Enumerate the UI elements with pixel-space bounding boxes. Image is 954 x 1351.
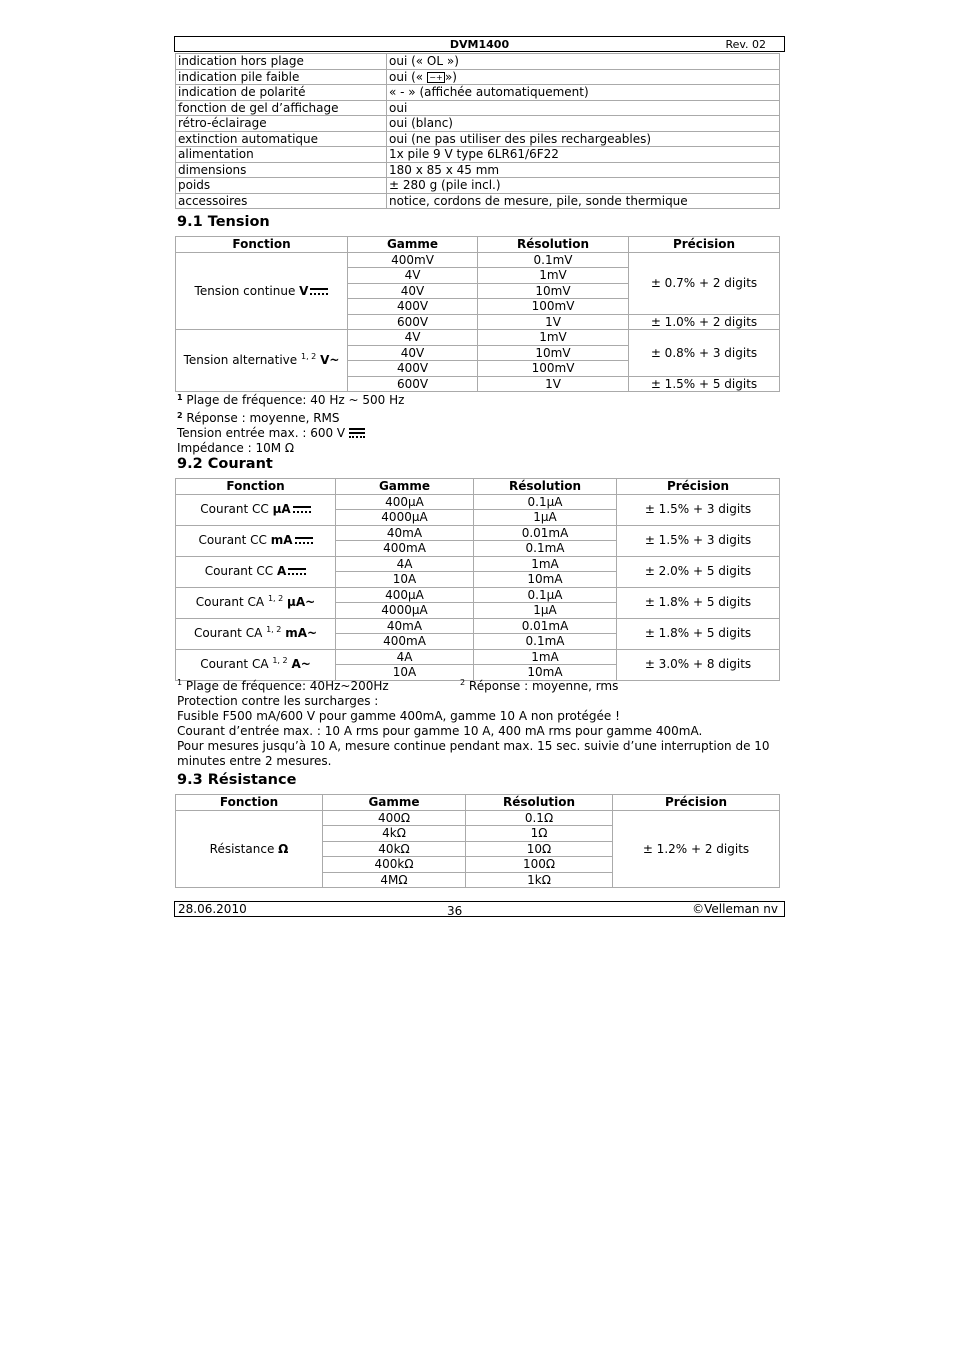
col-header: Résolution: [474, 479, 617, 495]
resolution-cell: 0.1mA: [474, 634, 617, 650]
section-title-resistance: 9.3 Résistance: [177, 772, 297, 788]
spec-row: [176, 162, 780, 178]
spec-label: accessoires: [176, 193, 387, 209]
tension-table: [175, 236, 780, 392]
note-response: Réponse : moyenne, RMS: [186, 411, 340, 425]
spec-value: oui (« OL »): [387, 54, 780, 70]
resolution-cell: 100Ω: [466, 857, 613, 873]
function-cell: Tension continue V: [176, 252, 348, 330]
range-cell: 40kΩ: [323, 841, 466, 857]
note-frequency: Plage de fréquence: 40 Hz ~ 500 Hz: [186, 393, 405, 407]
range-cell: 4MΩ: [323, 872, 466, 888]
precision-cell: ± 1.5% + 3 digits: [617, 525, 780, 556]
range-cell: 600V: [348, 314, 478, 330]
resolution-cell: 1mV: [478, 330, 629, 346]
courant-table: [175, 478, 780, 681]
tension-notes: $^1$ Plage de fréquence: 40 Hz ~ 500 Hz $^2$ Réponse : moyenne, RMS Tension entrée max. : 600 V Impédance : 10M Ω: [177, 393, 405, 455]
spec-label: rétro-éclairage: [176, 116, 387, 132]
spec-value: oui (blanc): [387, 116, 780, 132]
precision-cell: ± 3.0% + 8 digits: [617, 649, 780, 680]
range-cell: 40V: [348, 345, 478, 361]
resolution-cell: 1µA: [474, 603, 617, 619]
function-cell: Résistance Ω: [176, 810, 323, 888]
resolution-cell: 1µA: [474, 510, 617, 526]
col-header: Précision: [629, 237, 780, 253]
function-cell: Courant CC A: [176, 556, 336, 587]
range-cell: 400V: [348, 361, 478, 377]
note-max-current: Courant d’entrée max. : 10 A rms pour gamme 10 A, 400 mA rms pour gamme 400mA.: [177, 724, 703, 738]
resolution-cell: 0.01mA: [474, 525, 617, 541]
range-cell: 4V: [348, 330, 478, 346]
range-cell: 4A: [336, 649, 474, 665]
spec-row: [176, 54, 780, 70]
range-cell: 400mA: [336, 541, 474, 557]
note-fuse: Fusible F500 mA/600 V pour gamme 400mA, gamme 10 A non protégée !: [177, 709, 620, 723]
resolution-cell: 10mA: [474, 572, 617, 588]
range-cell: 400µA: [336, 494, 474, 510]
range-cell: 10A: [336, 665, 474, 681]
col-header: Fonction: [176, 237, 348, 253]
note-measure-time: Pour mesures jusqu’à 10 A, mesure continue pendant max. 15 sec. suivie d’une interruption de 10: [177, 739, 770, 753]
courant-notes: $^1$ Plage de fréquence: 40Hz~200Hz $^2$ Réponse : moyenne, rms Protection contre les surcharges : Fusible F500 mA/600 V pour gamme 400mA, gamme 10 A non protégée ! Courant d’entrée max. : 10 A rms pour gamme 10 A, 400 mA rms pour gamme 400mA. Pour mesures jusqu’à 10 A, mesure continue pendant max. 15 sec. suivie d’une interruption de 10 minutes entre 2 mesures.: [177, 679, 787, 769]
resolution-cell: 100mV: [478, 299, 629, 315]
resolution-cell: 1mA: [474, 649, 617, 665]
resolution-cell: 1mV: [478, 268, 629, 284]
resolution-cell: 10mV: [478, 283, 629, 299]
table-row: [176, 556, 780, 572]
range-cell: 400kΩ: [323, 857, 466, 873]
spec-row: [176, 147, 780, 163]
doc-title: DVM1400: [449, 38, 510, 51]
dc-symbol-icon: [310, 287, 328, 296]
range-cell: 400mV: [348, 252, 478, 268]
spec-label: extinction automatique: [176, 131, 387, 147]
precision-cell: ± 0.7% + 2 digits: [629, 252, 780, 314]
precision-cell: ± 1.8% + 5 digits: [617, 618, 780, 649]
range-cell: 4V: [348, 268, 478, 284]
function-cell: Courant CC µA: [176, 494, 336, 525]
spec-value: « - » (affichée automatiquement): [387, 85, 780, 101]
range-cell: 4A: [336, 556, 474, 572]
note-impedance: Impédance : 10M Ω: [177, 441, 295, 455]
note-max-voltage: Tension entrée max. : 600 V: [177, 426, 349, 440]
dc-symbol-icon: [293, 505, 311, 514]
resolution-cell: 10Ω: [466, 841, 613, 857]
resolution-cell: 100mV: [478, 361, 629, 377]
function-cell: Courant CA $^{1, 2}$ µA~: [176, 587, 336, 618]
spec-label: indication pile faible: [176, 69, 387, 85]
battery-icon: −+: [427, 72, 445, 83]
page-number: 36: [447, 904, 463, 918]
spec-value: oui (ne pas utiliser des piles rechargeables): [387, 131, 780, 147]
table-row: [176, 649, 780, 665]
range-cell: 4000µA: [336, 603, 474, 619]
range-cell: 4000µA: [336, 510, 474, 526]
resistance-table: [175, 794, 780, 888]
resolution-cell: 0.1mA: [474, 541, 617, 557]
range-cell: 4kΩ: [323, 826, 466, 842]
table-row: [176, 494, 780, 510]
range-cell: 40mA: [336, 618, 474, 634]
resolution-cell: 0.1Ω: [466, 810, 613, 826]
dc-symbol-icon: [295, 536, 313, 545]
resolution-cell: 1V: [478, 376, 629, 392]
spec-value: 180 x 85 x 45 mm: [387, 162, 780, 178]
resolution-cell: 10mV: [478, 345, 629, 361]
spec-value: notice, cordons de mesure, pile, sonde thermique: [387, 193, 780, 209]
spec-row: [176, 131, 780, 147]
precision-cell: ± 1.0% + 2 digits: [629, 314, 780, 330]
resolution-cell: 1kΩ: [466, 872, 613, 888]
spec-value: 1x pile 9 V type 6LR61/6F22: [387, 147, 780, 163]
note-measure-time-cont: minutes entre 2 mesures.: [177, 754, 332, 768]
range-cell: 400µA: [336, 587, 474, 603]
spec-label: indication de polarité: [176, 85, 387, 101]
precision-cell: ± 1.5% + 3 digits: [617, 494, 780, 525]
spec-label: dimensions: [176, 162, 387, 178]
table-row: [176, 525, 780, 541]
spec-value: oui (« −+ »): [387, 69, 780, 85]
col-header: Fonction: [176, 795, 323, 811]
spec-value: oui: [387, 100, 780, 116]
range-cell: 400Ω: [323, 810, 466, 826]
range-cell: 10A: [336, 572, 474, 588]
range-cell: 400mA: [336, 634, 474, 650]
function-cell: Courant CC mA: [176, 525, 336, 556]
precision-cell: ± 1.2% + 2 digits: [613, 810, 780, 888]
range-cell: 400V: [348, 299, 478, 315]
table-row: [176, 587, 780, 603]
precision-cell: ± 2.0% + 5 digits: [617, 556, 780, 587]
function-cell: Courant CA $^{1, 2}$ A~: [176, 649, 336, 680]
resolution-cell: 1mA: [474, 556, 617, 572]
resolution-cell: 10mA: [474, 665, 617, 681]
resolution-cell: 0.01mA: [474, 618, 617, 634]
spec-label: indication hors plage: [176, 54, 387, 70]
range-cell: 600V: [348, 376, 478, 392]
table-row: [176, 618, 780, 634]
col-header: Précision: [617, 479, 780, 495]
spec-table: [175, 53, 780, 209]
precision-cell: ± 1.8% + 5 digits: [617, 587, 780, 618]
section-title-courant: 9.2 Courant: [177, 456, 273, 472]
col-header: Résolution: [466, 795, 613, 811]
note-response: Réponse : moyenne, rms: [468, 679, 619, 693]
col-header: Résolution: [478, 237, 629, 253]
section-title-tension: 9.1 Tension: [177, 214, 270, 230]
col-header: Précision: [613, 795, 780, 811]
note-frequency: Plage de fréquence: 40Hz~200Hz: [185, 679, 389, 693]
footer-copyright: ©Velleman nv: [692, 902, 778, 916]
function-cell: Tension alternative $^{1, 2}$ V~: [176, 330, 348, 392]
spec-label: fonction de gel d’affichage: [176, 100, 387, 116]
resolution-cell: 1Ω: [466, 826, 613, 842]
resolution-cell: 1V: [478, 314, 629, 330]
spec-row: [176, 100, 780, 116]
resolution-cell: 0.1mV: [478, 252, 629, 268]
spec-row: [176, 69, 780, 85]
col-header: Gamme: [348, 237, 478, 253]
note-protection: Protection contre les surcharges :: [177, 694, 379, 708]
col-header: Gamme: [323, 795, 466, 811]
function-cell: Courant CA $^{1, 2}$ mA~: [176, 618, 336, 649]
spec-row: [176, 178, 780, 194]
doc-revision: Rev. 02: [725, 38, 766, 51]
dc-symbol-icon: [288, 567, 306, 576]
col-header: Gamme: [336, 479, 474, 495]
page-footer: [174, 901, 785, 917]
spec-value: ± 280 g (pile incl.): [387, 178, 780, 194]
precision-cell: ± 0.8% + 3 digits: [629, 330, 780, 377]
footer-date: 28.06.2010: [178, 902, 247, 916]
spec-row: [176, 85, 780, 101]
precision-cell: ± 1.5% + 5 digits: [629, 376, 780, 392]
spec-row: [176, 116, 780, 132]
resolution-cell: 0.1µA: [474, 494, 617, 510]
ac-dc-symbol-icon: [349, 427, 365, 440]
col-header: Fonction: [176, 479, 336, 495]
range-cell: 40V: [348, 283, 478, 299]
range-cell: 40mA: [336, 525, 474, 541]
spec-label: poids: [176, 178, 387, 194]
page-header: [174, 36, 785, 52]
spec-row: [176, 193, 780, 209]
spec-label: alimentation: [176, 147, 387, 163]
resolution-cell: 0.1µA: [474, 587, 617, 603]
